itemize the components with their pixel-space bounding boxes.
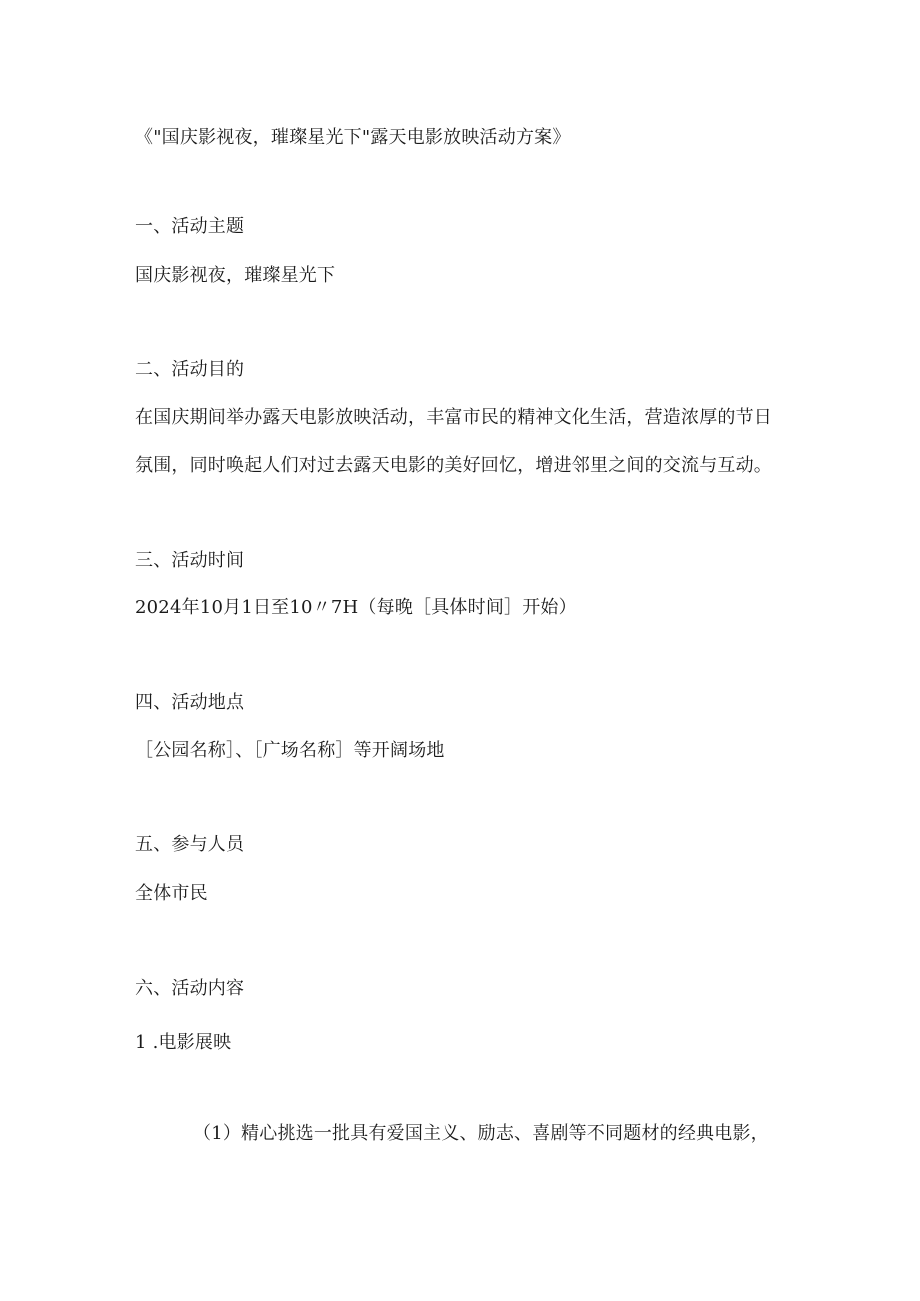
section-text-purpose-line2: 氛围，同时唤起人们对过去露天电影的美好回忆，增进邻里之间的交流与互动。 <box>135 455 772 476</box>
section-heading-purpose: 二、活动目的 <box>135 359 245 380</box>
section-heading-theme: 一、活动主题 <box>135 216 245 237</box>
section-heading-participants: 五、参与人员 <box>135 834 245 855</box>
section-heading-location: 四、活动地点 <box>135 692 245 713</box>
section-text-theme: 国庆影视夜，璀璨星光下 <box>135 265 336 286</box>
section-text-purpose-line1: 在国庆期间举办露天电影放映活动，丰富市民的精神文化生活，营造浓厚的节日 <box>135 407 772 428</box>
section-heading-time: 三、活动时间 <box>135 550 245 571</box>
section-text-content-item1: 1 .电影展映 <box>135 1032 232 1053</box>
section-heading-content: 六、活动内容 <box>135 978 245 999</box>
section-text-participants: 全体市民 <box>135 883 208 904</box>
section-text-time: 2024年10月1日至10〃7H（每晚［具体时间］开始） <box>135 597 577 618</box>
document-title: 《"国庆影视夜，璀璨星光下"露天电影放映活动方案》 <box>135 127 571 148</box>
section-text-location: ［公园名称］、［广场名称］等开阔场地 <box>135 740 445 761</box>
sub-item-text: （1）精心挑选一批具有爱国主义、励志、喜剧等不同题材的经典电影， <box>193 1123 769 1144</box>
